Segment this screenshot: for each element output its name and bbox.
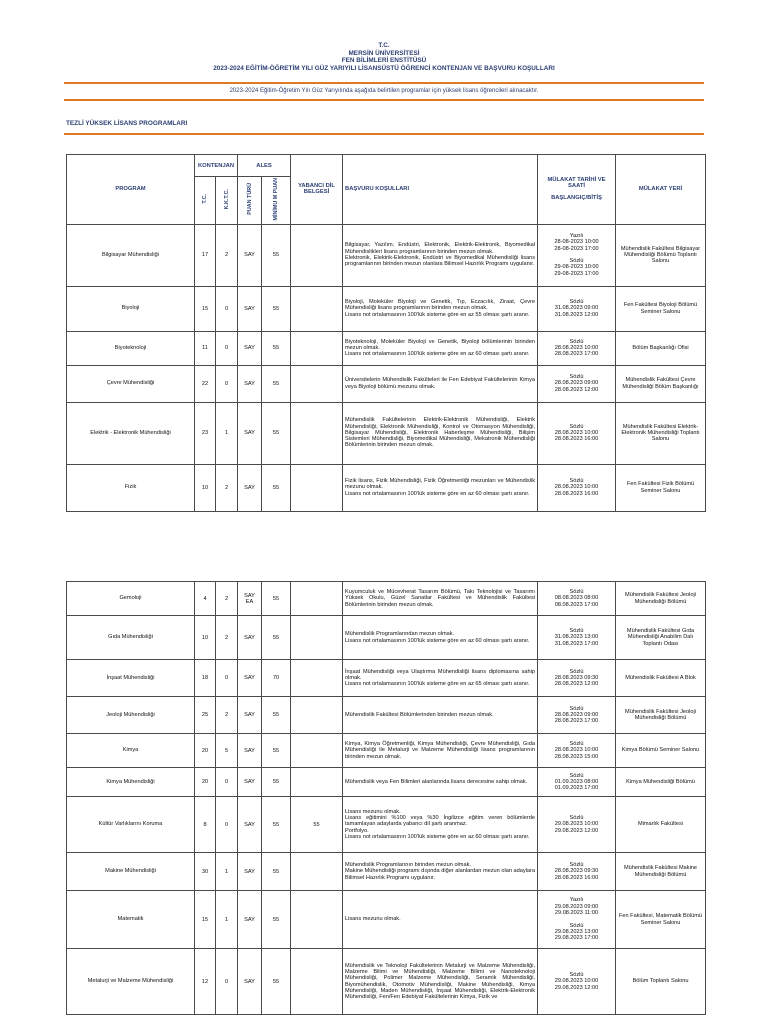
programs-table-2: [66, 581, 706, 1015]
score-type-cell: SAY: [238, 286, 262, 331]
interview-date-cell: Sözlü 28.08.2023 10:00 28.08.2023 16:00: [538, 402, 616, 464]
interview-date-cell: Sözlü 28.08.2023 10:00 28.08.2023 15:00: [538, 734, 616, 768]
requirements-cell: Bilgisayar, Yazılım, Endüstri, Elektronik, Elektrik-Elektronik, Biyomedikal Mühendislikleri lisans programlarının birinden mezun olmak. Elektronik, Elektrik-Elektronik, Endüstri ve Biyomedikal Mühendisliği lisans programlarının birinden mezun olanlara Bilimsel Hazırlık Programı uygulanır.: [343, 224, 538, 286]
requirements-cell: Biyoteknoloji, Moleküler Biyoloji ve Genetik, Biyoloji bölümlerinin birinden mezun olmak. Lisans not ortalamasının 100'lük sisteme göre en az 60 olması şartı aranır.: [343, 331, 538, 365]
kktc-quota-cell: 0: [216, 949, 238, 1015]
table-row: [67, 797, 706, 853]
interview-date-cell: Sözlü 28.08.2023 10:00 28.08.2023 17:00: [538, 331, 616, 365]
interview-place-cell: Mühendislik Fakültesi Makine Mühendisliği Bölümü: [616, 853, 706, 891]
requirements-cell: Lisans mezunu olmak.: [343, 891, 538, 949]
min-score-cell: 55: [262, 582, 291, 616]
programs-table-1: [66, 154, 706, 512]
tc-quota-cell: 12: [195, 949, 216, 1015]
program-cell: Çevre Mühendisliği: [67, 365, 195, 402]
col-program: PROGRAM: [67, 155, 195, 225]
table-row: [67, 402, 706, 464]
interview-place-cell: Bölüm Toplantı Salonu: [616, 949, 706, 1015]
interview-place-cell: Bölüm Başkanlığı Ofisi: [616, 331, 706, 365]
min-score-cell: 55: [262, 768, 291, 797]
program-cell: Metalurji ve Malzeme Mühendisliği: [67, 949, 195, 1015]
requirements-cell: Mühendislik Programlarından mezun olmak. Lisans not ortalamasının 100'lük sisteme göre en az 60 olması şartı aranır.: [343, 616, 538, 660]
interview-place-cell: Mühendislik Fakültesi Bilgisayar Mühendisliği Bölümü Toplantı Salonu: [616, 224, 706, 286]
language-cert-cell: [291, 582, 343, 616]
language-cert-cell: [291, 697, 343, 734]
kktc-quota-cell: 0: [216, 365, 238, 402]
score-type-cell: SAY: [238, 949, 262, 1015]
min-score-cell: 55: [262, 224, 291, 286]
tc-quota-cell: 10: [195, 464, 216, 511]
tc-quota-cell: 20: [195, 734, 216, 768]
interview-date-cell: Yazılı 28-08-2023 10:00 28-08-2023 17:00 Sözlü 29-08-2023 10:00 29-08-2023 17:00: [538, 224, 616, 286]
score-type-cell: SAY: [238, 365, 262, 402]
min-score-cell: 55: [262, 402, 291, 464]
score-type-cell: SAY: [238, 464, 262, 511]
min-score-cell: 55: [262, 734, 291, 768]
tc-quota-cell: 8: [195, 797, 216, 853]
min-score-cell: 55: [262, 853, 291, 891]
kktc-quota-cell: 1: [216, 891, 238, 949]
tc-quota-cell: 20: [195, 768, 216, 797]
tc-quota-cell: 15: [195, 891, 216, 949]
requirements-cell: Fizik lisans, Fizik Mühendisliği, Fizik Öğretmenliği mezunları ve Mühendislik mezunu olmak. Lisans not ortalamasının 100'lük sisteme göre en az 60 olması şartı aranır.: [343, 464, 538, 511]
kktc-quota-cell: 1: [216, 853, 238, 891]
interview-date-cell: Sözlü 31.08.2023 09:00 31.08.2023 12:00: [538, 286, 616, 331]
interview-place-cell: Fen Fakültesi, Matematik Bölümü Seminer Salonu: [616, 891, 706, 949]
interview-place-cell: Mühendislik Fakültesi Gıda Mühendisliği Anabilim Dalı Toplantı Odası: [616, 616, 706, 660]
interview-date-cell: Sözlü 08.08.2023 08:00 08.08.2023 17:00: [538, 582, 616, 616]
language-cert-cell: [291, 734, 343, 768]
tc-quota-cell: 17: [195, 224, 216, 286]
interview-date-cell: Sözlü 29.08.2023 10:00 29.08.2023 12:00: [538, 797, 616, 853]
col-kktc: K.K.T.C.: [223, 189, 230, 210]
col-puan-turu: PUAN TÜRÜ: [246, 183, 253, 216]
program-cell: Biyoteknoloji: [67, 331, 195, 365]
interview-place-cell: Mimarlık Fakültesi: [616, 797, 706, 853]
kktc-quota-cell: 2: [216, 224, 238, 286]
min-score-cell: 70: [262, 660, 291, 697]
language-cert-cell: [291, 949, 343, 1015]
min-score-cell: 55: [262, 891, 291, 949]
min-score-cell: 55: [262, 331, 291, 365]
interview-place-cell: Mühendislik Fakültesi Elektrik-Elektronik Mühendisliği Toplantı Salonu: [616, 402, 706, 464]
kktc-quota-cell: 0: [216, 660, 238, 697]
col-tc: T.C.: [202, 194, 208, 205]
requirements-cell: İnşaat Mühendisliği veya Ulaştırma Mühendisliği lisans diplomasına sahip olmak. Lisans not ortalamasının 100'lük sisteme göre en az 65 olması şartı aranır.: [343, 660, 538, 697]
requirements-cell: Lisans mezunu olmak. Lisans eğitimini %100 veya %30 İngilizce eğitim veren bölümlerde tamamlayan adaylarda yabancı dil şartı aranmaz. Portfolyo. Lisans not ortalamasının 100'lük sisteme göre en az 60 olması şartı aranır.: [343, 797, 538, 853]
tc-quota-cell: 4: [195, 582, 216, 616]
requirements-cell: Kuyumculuk ve Mücevherat Tasarım Bölümü, Takı Teknolojisi ve Tasarımı Yüksek Okulu, Güzel Sanatlar Fakültesi ve Mühendislik Fakültesi Bölümlerinin birinden mezun olmak.: [343, 582, 538, 616]
table-row: [67, 224, 706, 286]
score-type-cell: SAY: [238, 331, 262, 365]
requirements-cell: Biyoloji, Moleküler Biyoloji ve Genetik, Tıp, Eczacılık, Ziraat, Çevre Mühendisliği lisans programlarının birinden mezun olmak. Lisans not ortalamasının 100'lük sisteme göre en az 55 olması şartı aranır.: [343, 286, 538, 331]
col-basvuru: BAŞVURU KOŞULLARI: [343, 155, 538, 225]
interview-date-cell: Sözlü 28.08.2023 09:00 28.08.2023 12:00: [538, 365, 616, 402]
score-type-cell: SAY: [238, 891, 262, 949]
score-type-cell: SAY: [238, 697, 262, 734]
program-cell: Bilgisayar Mühendisliği: [67, 224, 195, 286]
language-cert-cell: 55: [291, 797, 343, 853]
requirements-cell: Mühendislik Fakültesi Bölümlerinden birinden mezun olmak.: [343, 697, 538, 734]
header-title: 2023-2024 EĞİTİM-ÖĞRETİM YILI GÜZ YARIYILI LİSANSÜSTÜ ÖĞRENCİ KONTENJAN VE BAŞVURU KOŞULLARI: [213, 64, 555, 72]
score-type-cell: SAY EA: [238, 582, 262, 616]
score-type-cell: SAY: [238, 616, 262, 660]
table-row: [67, 464, 706, 511]
score-type-cell: SAY: [238, 797, 262, 853]
program-cell: Gemoloji: [67, 582, 195, 616]
kktc-quota-cell: 0: [216, 286, 238, 331]
language-cert-cell: [291, 660, 343, 697]
min-score-cell: 55: [262, 616, 291, 660]
header-line-1: T.C.: [378, 42, 390, 49]
table-row: [67, 768, 706, 797]
program-cell: İnşaat Mühendisliği: [67, 660, 195, 697]
kktc-quota-cell: 2: [216, 697, 238, 734]
program-cell: Elektrik - Elektronik Mühendisliği: [67, 402, 195, 464]
intro-text: 2023-2024 Eğitim-Öğretim Yılı Güz Yarıyılında aşağıda belirtilen programlar için yüksek lisans öğrencileri alınacaktır.: [229, 88, 539, 94]
score-type-cell: SAY: [238, 224, 262, 286]
tc-quota-cell: 23: [195, 402, 216, 464]
table-row: [67, 734, 706, 768]
program-cell: Matematik: [67, 891, 195, 949]
score-type-cell: SAY: [238, 853, 262, 891]
table-row: [67, 949, 706, 1015]
requirements-cell: Kimya, Kimya Öğretmenliği, Kimya Mühendisliği, Çevre Mühendisliği, Gıda Mühendisliği ile Metalurji ve Malzeme Mühendisliği lisans programlarının birinden mezun olmak.: [343, 734, 538, 768]
requirements-cell: Mühendislik Fakültelerinin Elektrik-Elektronik Mühendisliği, Elektrik Mühendisliği, Elektronik Mühendisliği, Kontrol ve Otomasyon Mühendisliği, Bilgisayar Mühendisliği, Elektronik Haberleşme Mühendisliği, Bilişim Sistemleri Mühendisliği, Biyomedikal Mühendisliği, Mekatronik Mühendisliği Bölümlerinin birinden mezun olmak.: [343, 402, 538, 464]
requirements-cell: Mühendislik veya Fen Bilimleri alanlarında lisans derecesine sahip olmak.: [343, 768, 538, 797]
language-cert-cell: [291, 616, 343, 660]
program-cell: Biyoloji: [67, 286, 195, 331]
interview-place-cell: Mühendislik Fakültesi Çevre Mühendisliği Bölüm Başkanlığı: [616, 365, 706, 402]
table-row: [67, 582, 706, 616]
language-cert-cell: [291, 224, 343, 286]
tc-quota-cell: 25: [195, 697, 216, 734]
table-row: [67, 697, 706, 734]
tc-quota-cell: 10: [195, 616, 216, 660]
col-mulakat-yeri: MÜLAKAT YERİ: [616, 155, 706, 225]
interview-date-cell: Sözlü 01.09.2023 08:00 01.09.2023 17:00: [538, 768, 616, 797]
table-row: [67, 616, 706, 660]
program-cell: Kimya Mühendisliği: [67, 768, 195, 797]
min-score-cell: 55: [262, 697, 291, 734]
table-row: [67, 286, 706, 331]
header-university: MERSİN ÜNİVERSİTESİ: [348, 49, 420, 57]
col-mulakat-tarihi: MÜLAKAT TARİHİ VE SAATİ BAŞLANGIÇ/BİTİŞ: [538, 155, 616, 225]
language-cert-cell: [291, 891, 343, 949]
program-cell: Jeoloji Mühendisliği: [67, 697, 195, 734]
requirements-cell: Mühendislik ve Teknoloji Fakültelerinin Metalurji ve Malzeme Mühendisliği, Malzeme Bilimi ve Mühendisliği, Malzeme Bilimi ve Nanoteknoloji Mühendisliği, Polimer Malzeme Mühendisliği, Seramik Mühendisliği, Biyomühendislik, Otomotiv Mühendisliği, Makine Mühendisliği, Kimya Mühendisliği, Maden Mühendisliği, İnşaat Mühendisliği, Elektrik-Elektronik Mühendisliği, Fen/Fen Edebiyat Fakültelerinin Kimya, Fizik ve: [343, 949, 538, 1015]
kktc-quota-cell: 2: [216, 616, 238, 660]
tc-quota-cell: 18: [195, 660, 216, 697]
col-ales: ALES: [238, 155, 291, 177]
interview-date-cell: Sözlü 31.08.2023 13:00 31.08.2023 17:00: [538, 616, 616, 660]
program-cell: Fizik: [67, 464, 195, 511]
language-cert-cell: [291, 853, 343, 891]
score-type-cell: SAY: [238, 402, 262, 464]
interview-date-cell: Sözlü 29.08.2023 10:00 29.08.2023 12:00: [538, 949, 616, 1015]
min-score-cell: 55: [262, 797, 291, 853]
kktc-quota-cell: 2: [216, 582, 238, 616]
kktc-quota-cell: 1: [216, 402, 238, 464]
language-cert-cell: [291, 464, 343, 511]
program-cell: Makine Mühendisliği: [67, 853, 195, 891]
tc-quota-cell: 15: [195, 286, 216, 331]
kktc-quota-cell: 5: [216, 734, 238, 768]
tc-quota-cell: 22: [195, 365, 216, 402]
interview-place-cell: Kimya Mühendisliği Bölümü: [616, 768, 706, 797]
kktc-quota-cell: 0: [216, 768, 238, 797]
language-cert-cell: [291, 331, 343, 365]
program-cell: Gıda Mühendisliği: [67, 616, 195, 660]
col-kontenjan: KONTENJAN: [195, 155, 238, 177]
score-type-cell: SAY: [238, 734, 262, 768]
program-cell: Kültür Varlıklarını Koruma: [67, 797, 195, 853]
min-score-cell: 55: [262, 464, 291, 511]
interview-place-cell: Mühendislik Fakültesi Jeoloji Mühendisliği Bölümü: [616, 697, 706, 734]
min-score-cell: 55: [262, 286, 291, 331]
kktc-quota-cell: 0: [216, 797, 238, 853]
header-institute: FEN BİLİMLERİ ENSTİTÜSÜ: [341, 57, 427, 65]
interview-place-cell: Mühendislik Fakültesi A Blok: [616, 660, 706, 697]
section-title: TEZLİ YÜKSEK LİSANS PROGRAMLARI: [66, 120, 188, 127]
tc-quota-cell: 30: [195, 853, 216, 891]
table-row: [67, 365, 706, 402]
table-row: [67, 660, 706, 697]
interview-place-cell: Kimya Bölümü Seminer Salonu: [616, 734, 706, 768]
interview-date-cell: Sözlü 28.08.2023 10:00 28.08.2023 16:00: [538, 464, 616, 511]
language-cert-cell: [291, 365, 343, 402]
table-row: [67, 853, 706, 891]
language-cert-cell: [291, 286, 343, 331]
program-cell: Kimya: [67, 734, 195, 768]
interview-date-cell: Sözlü 28.08.2023 09:30 28.08.2023 16:00: [538, 853, 616, 891]
interview-date-cell: Yazılı 29.08.2023 09:00 29.08.2023 11:00 Sözlü 29.08.2023 13:00 29.08.2023 17:00: [538, 891, 616, 949]
document-header: [0, 42, 768, 72]
interview-date-cell: Sözlü 28.08.2023 09:30 28.08.2023 12:00: [538, 660, 616, 697]
interview-place-cell: Mühendislik Fakültesi Jeoloji Mühendisliği Bölümü: [616, 582, 706, 616]
kktc-quota-cell: 2: [216, 464, 238, 511]
table-row: [67, 891, 706, 949]
score-type-cell: SAY: [238, 660, 262, 697]
requirements-cell: Mühendislik Programlarının birinden mezun olmak. Makine Mühendisliği programı dışında diğer alanlardan mezun olan adaylara Bilimsel Hazırlık Programı uygulanır.: [343, 853, 538, 891]
header-divider: [64, 82, 704, 84]
min-score-cell: 55: [262, 365, 291, 402]
min-score-cell: 55: [262, 949, 291, 1015]
section-divider: [64, 133, 704, 135]
col-min-puan: MİNİMU M PUAN: [273, 178, 280, 221]
requirements-cell: Üniversitelerin Mühendislik Fakülteleri ile Fen Edebiyat Fakültelerinin Kimya veya Biyoloji bölümü mezunu olmak.: [343, 365, 538, 402]
intro-divider: [64, 99, 704, 101]
kktc-quota-cell: 0: [216, 331, 238, 365]
interview-date-cell: Sözlü 28.08.2023 09:00 28.08.2023 17:00: [538, 697, 616, 734]
col-yabanci-dil: YABANCI DİL BELGESİ: [291, 155, 343, 225]
tc-quota-cell: 11: [195, 331, 216, 365]
interview-place-cell: Fen Fakültesi Fizik Bölümü Seminer Salonu: [616, 464, 706, 511]
score-type-cell: SAY: [238, 768, 262, 797]
language-cert-cell: [291, 402, 343, 464]
interview-place-cell: Fen Fakültesi Biyoloji Bölümü Seminer Salonu: [616, 286, 706, 331]
language-cert-cell: [291, 768, 343, 797]
table-row: [67, 331, 706, 365]
